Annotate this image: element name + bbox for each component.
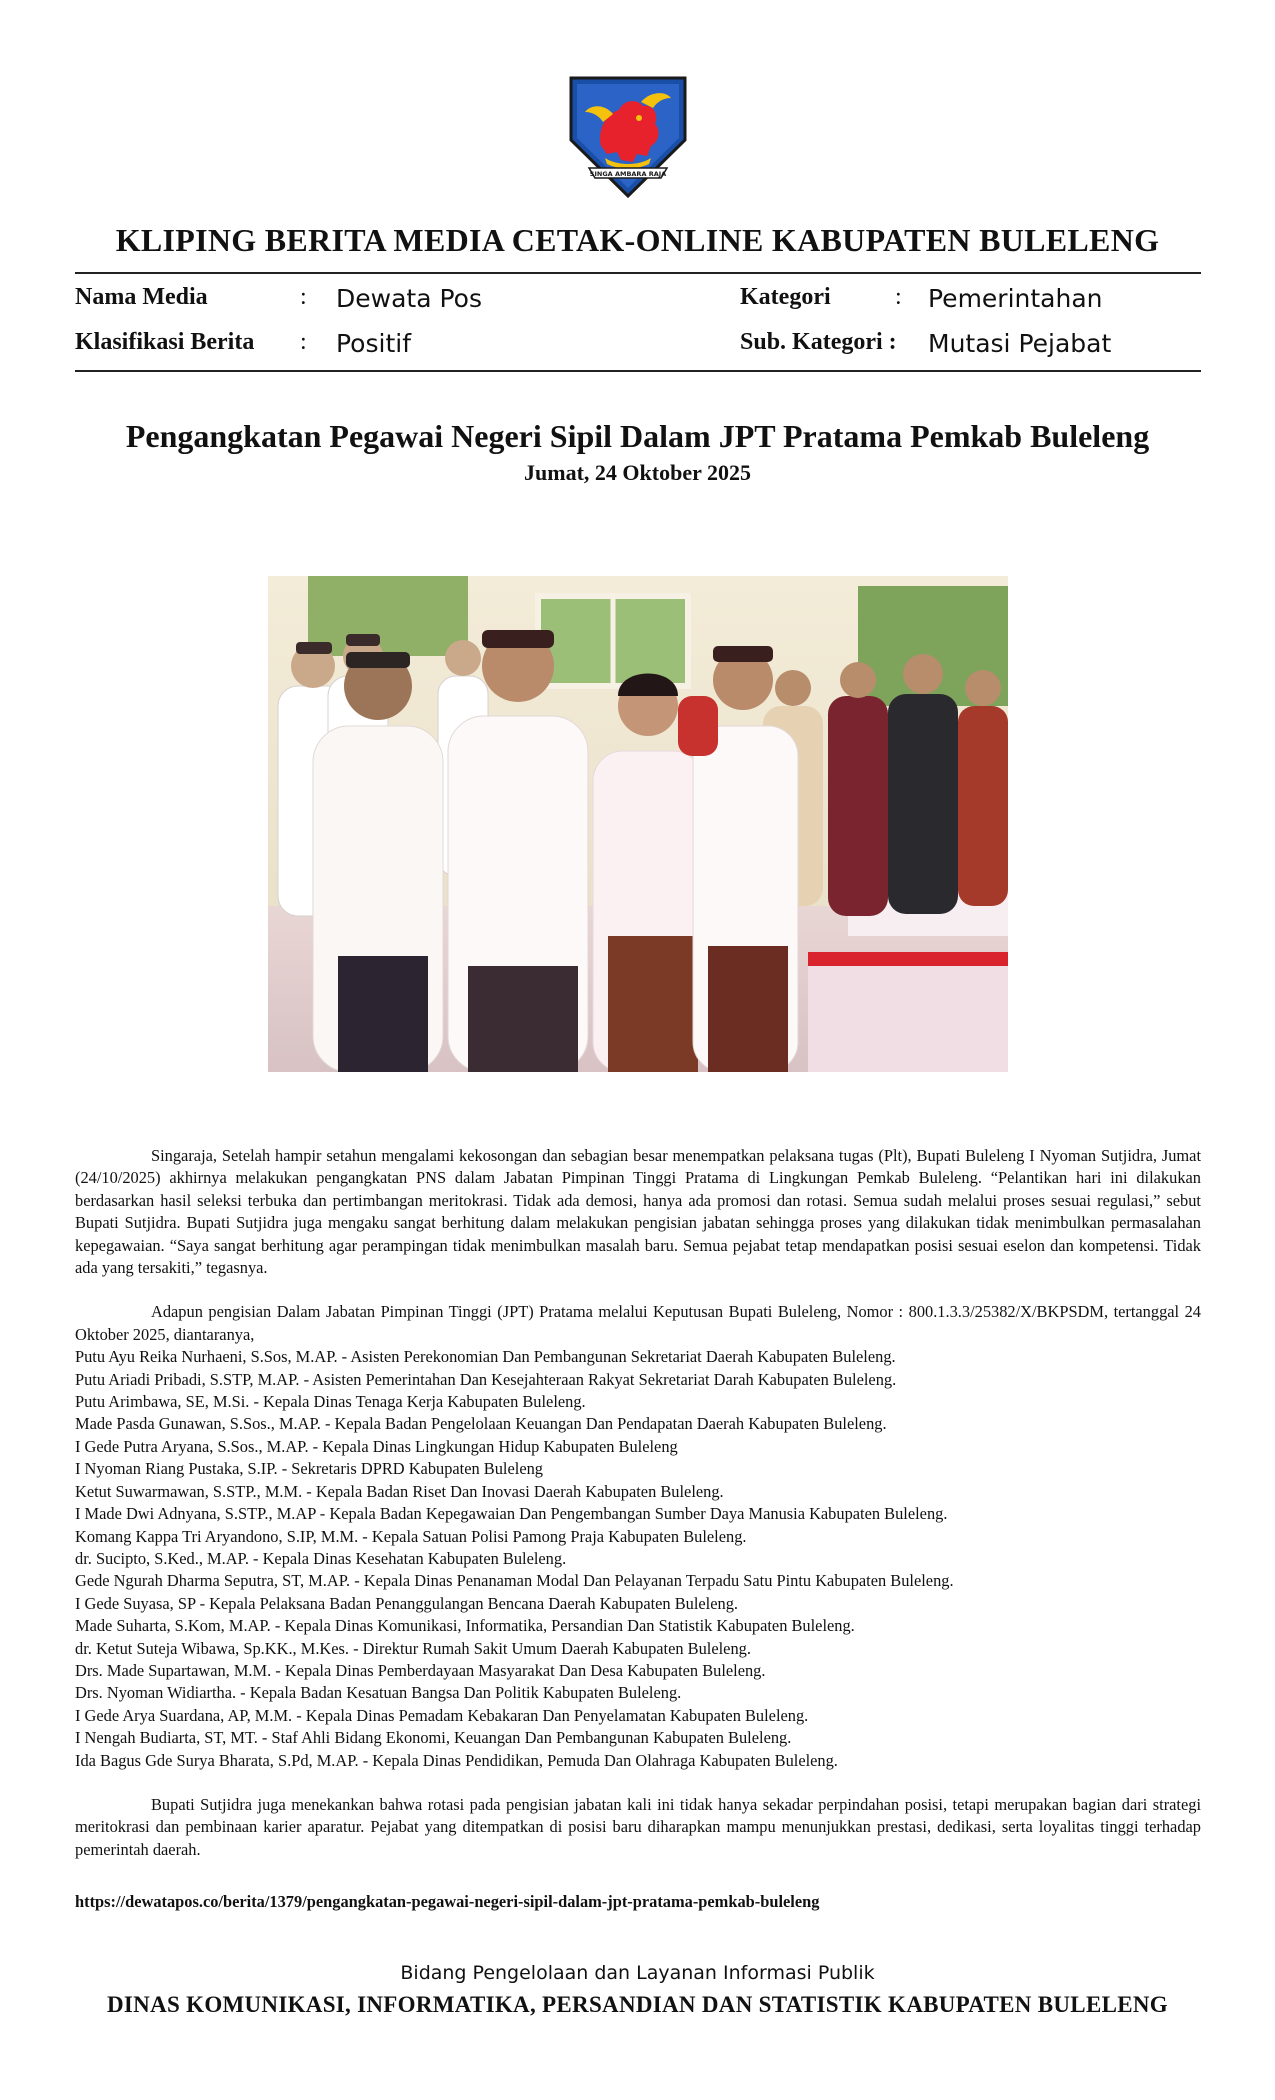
article-title: Pengangkatan Pegawai Negeri Sipil Dalam JPT Pratama Pemkab Buleleng <box>125 418 1150 454</box>
list-item: I Nengah Budiarta, ST, MT. - Staf Ahli Bidang Ekonomi, Keuangan Dan Pembangunan Kabupaten Buleleng. <box>75 1728 792 1748</box>
article-paragraph-2: Adapun pengisian Dalam Jabatan Pimpinan Tinggi (JPT) Pratama melalui Keputusan Bupati Buleleng, Nomor : 800.1.3.3/25382/X/BKPSDM, tertanggal 24 Oktober 2025, diantaranya, <box>75 1302 1201 1344</box>
list-item: Putu Ayu Reika Nurhaeni, S.Sos, M.AP. - Asisten Perekonomian Dan Pembangunan Sekretariat Daerah Kabupaten Buleleng. <box>75 1347 896 1367</box>
list-item: Ketut Suwarmawan, S.STP., M.M. - Kepala Badan Riset Dan Inovasi Daerah Kabupaten Buleleng. <box>75 1481 724 1501</box>
list-item: Ida Bagus Gde Surya Bharata, S.Pd, M.AP. - Kepala Dinas Pendidikan, Pemuda Dan Olahraga Kabupaten Buleleng. <box>75 1750 838 1770</box>
category-label: Kategori <box>740 284 831 310</box>
list-item: Putu Ariadi Pribadi, S.STP, M.AP. - Asisten Pemerintahan Dan Kesejahteraan Rakyat Sekretariat Darah Kabupaten Buleleng. <box>75 1369 897 1389</box>
article-paragraph-3: Bupati Sutjidra juga menekankan bahwa rotasi pada pengisian jabatan kali ini tidak hanya sekadar perpindahan posisi, tetapi merupakan bagian dari strategi meritokrasi dan pembinaan karier aparatur. Pejabat yang ditempatkan di posisi baru diharapkan mampu menunjukkan prestasi, dedikasi, serta loyalitas tinggi terhadap pemerintah daerah. <box>75 1794 1201 1859</box>
list-item: Komang Kappa Tri Aryandono, S.IP, M.M. - Kepala Satuan Polisi Pamong Praja Kabupaten Buleleng. <box>75 1526 747 1546</box>
list-item: I Gede Arya Suardana, AP, M.M. - Kepala Dinas Pemadam Kebakaran Dan Penyelamatan Kabupaten Buleleng. <box>75 1705 809 1725</box>
list-item: Made Suharta, S.Kom, M.AP. - Kepala Dinas Komunikasi, Informatika, Persandian Dan Statistik Kabupaten Buleleng. <box>75 1616 855 1636</box>
footer-unit: Bidang Pengelolaan dan Layanan Informasi Publik <box>400 1962 875 1984</box>
classification-colon: : <box>300 329 307 355</box>
media-colon: : <box>300 284 307 310</box>
article-photo <box>268 576 1008 1072</box>
list-item: I Gede Putra Aryana, S.Sos., M.AP. - Kepala Dinas Lingkungan Hidup Kabupaten Buleleng <box>75 1436 678 1456</box>
footer-agency: DINAS KOMUNIKASI, INFORMATIKA, PERSANDIAN DAN STATISTIK KABUPATEN BULELENG <box>107 1992 1168 2017</box>
list-item: Drs. Nyoman Widiartha. - Kepala Badan Kesatuan Bangsa Dan Politik Kabupaten Buleleng. <box>75 1683 682 1703</box>
classification-label: Klasifikasi Berita <box>75 329 255 355</box>
classification-value: Positif <box>336 329 411 358</box>
list-item: Putu Arimbawa, SE, M.Si. - Kepala Dinas Tenaga Kerja Kabupaten Buleleng. <box>75 1392 586 1412</box>
media-value: Dewata Pos <box>336 284 482 313</box>
header-top-rule <box>75 272 1201 274</box>
list-item: I Nyoman Riang Pustaka, S.IP. - Sekretaris DPRD Kabupaten Buleleng <box>75 1459 543 1479</box>
article-paragraph-1: Singaraja, Setelah hampir setahun mengalami kekosongan dan sebagian besar menempatkan pelaksana tugas (Plt), Bupati Buleleng I Nyoman Sutjidra, Jumat (24/10/2025) akhirnya melakukan pengangkatan PNS dalam Jabatan Pimpinan Tinggi Pratama di Lingkungan Pemkab Buleleng. “Pelantikan hari ini dilakukan berdasarkan hasil seleksi terbuka dan pertimbangan meritokrasi. Tidak ada demosi, hanya ada promosi dan rotasi. Semua sudah melalui proses sesuai regulasi,” sebut Bupati Sutjidra. Bupati Sutjidra juga mengaku sangat berhitung dalam melakukan pengisian jabatan sehingga proses yang dilakukan tidak menimbulkan permasalahan kepegawaian. “Saya sangat berhitung agar perampingan tidak menimbulkan masalah baru. Semua pejabat tetap mendapatkan posisi sesuai eselon dan kompetensi. Tidak ada yang tersakiti,” tegasnya. <box>75 1146 1201 1278</box>
category-colon: : <box>895 284 902 310</box>
source-link[interactable]: https://dewatapos.co/berita/1379/pengangkatan-pegawai-negeri-sipil-dalam-jpt-pratama-pemkab-buleleng <box>75 1892 820 1911</box>
list-item: I Gede Suyasa, SP - Kepala Pelaksana Badan Penanggulangan Bencana Daerah Kabupaten Buleleng. <box>75 1593 738 1613</box>
list-item: Made Pasda Gunawan, S.Sos., M.AP. - Kepala Badan Pengelolaan Keuangan Dan Pendapatan Daerah Kabupaten Buleleng. <box>75 1414 887 1434</box>
article-body <box>75 1145 1201 1861</box>
list-item: dr. Ketut Suteja Wibawa, Sp.KK., M.Kes. - Direktur Rumah Sakit Umum Daerah Kabupaten Buleleng. <box>75 1638 751 1658</box>
page-title: KLIPING BERITA MEDIA CETAK-ONLINE KABUPATEN BULELENG <box>115 222 1160 258</box>
header-bottom-rule <box>75 370 1201 372</box>
buleleng-regency-emblem <box>561 74 695 200</box>
subcategory-label: Sub. Kategori : <box>740 329 897 355</box>
officials-list <box>75 1346 1201 1772</box>
list-item: dr. Sucipto, S.Ked., M.AP. - Kepala Dinas Kesehatan Kabupaten Buleleng. <box>75 1548 567 1568</box>
subcategory-value: Mutasi Pejabat <box>928 329 1112 358</box>
category-value: Pemerintahan <box>928 284 1103 313</box>
list-item: Gede Ngurah Dharma Seputra, ST, M.AP. - Kepala Dinas Penanaman Modal Dan Pelayanan Terpadu Satu Pintu Kabupaten Buleleng. <box>75 1571 954 1591</box>
emblem-motto: SINGA AMBARA RAJA <box>589 170 667 178</box>
media-label: Nama Media <box>75 284 208 310</box>
list-item: Drs. Made Supartawan, M.M. - Kepala Dinas Pemberdayaan Masyarakat Dan Desa Kabupaten Buleleng. <box>75 1660 766 1680</box>
list-item: I Made Dwi Adnyana, S.STP., M.AP - Kepala Badan Kepegawaian Dan Pengembangan Sumber Daya Manusia Kabupaten Buleleng. <box>75 1504 948 1524</box>
article-date: Jumat, 24 Oktober 2025 <box>524 460 751 485</box>
